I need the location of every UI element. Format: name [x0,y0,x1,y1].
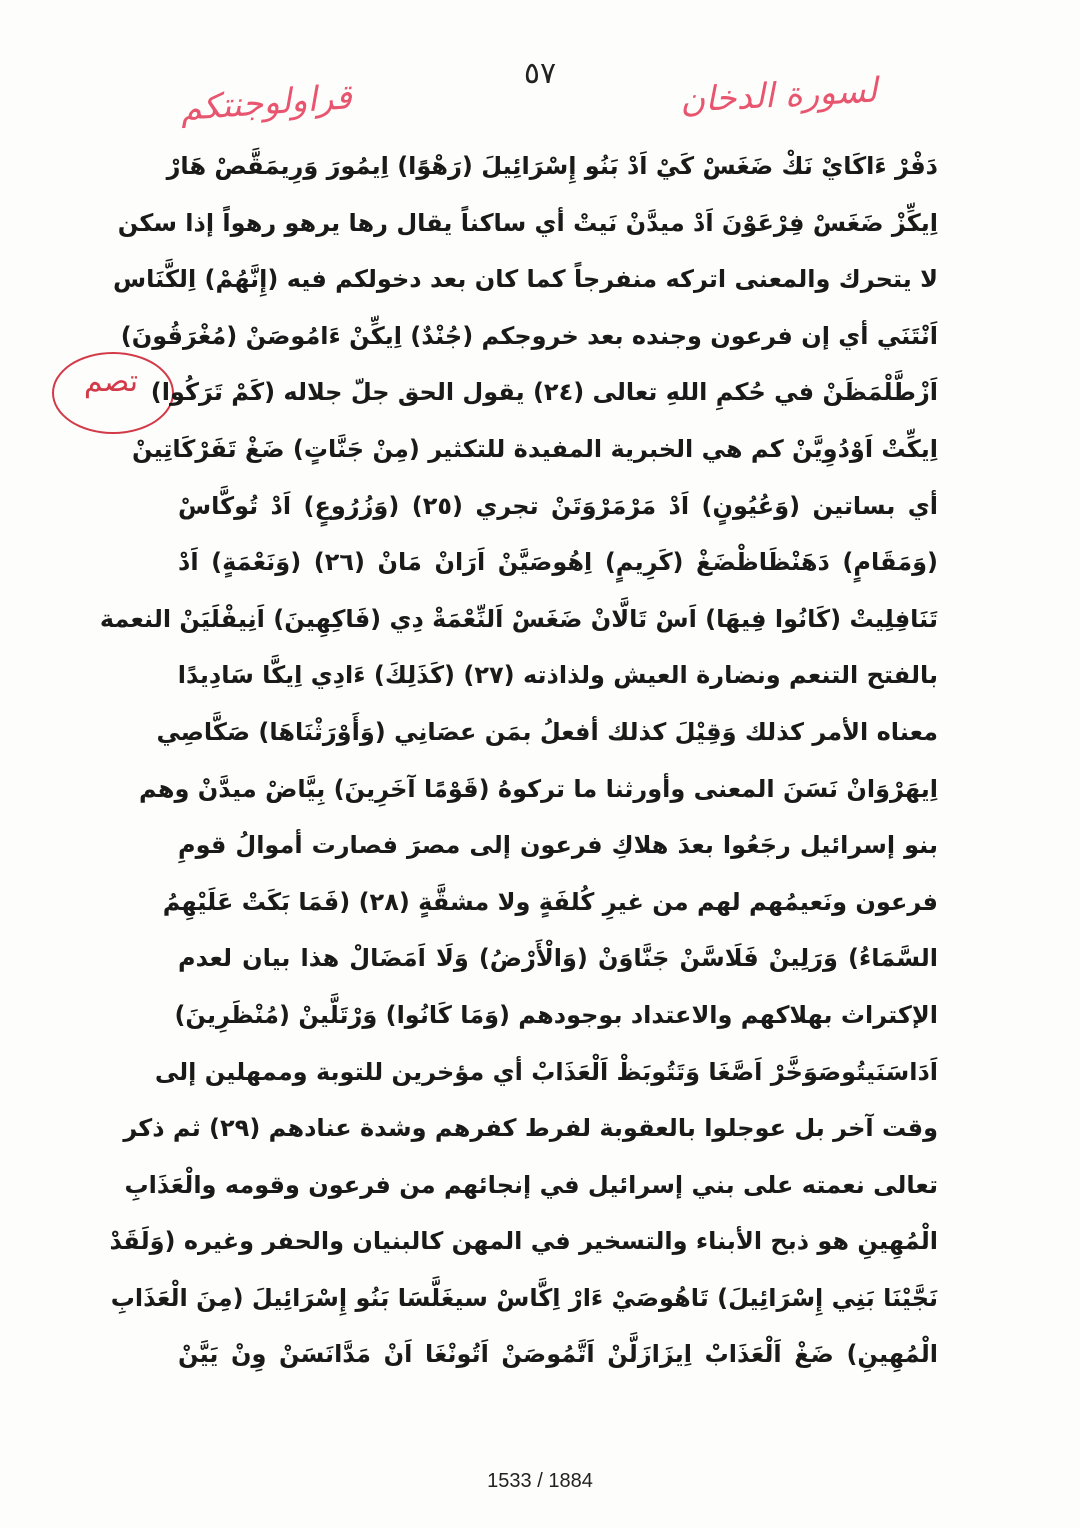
text-line: السَّمَاءُ) وَرَلِينْ فَلَاسَّنْ جَنَّاوَنْ (وَالْأَرْضُ) وَلَا اَمَضَالْ هذا بيان لعدم [178,944,938,973]
handwritten-note-top-right: لسورة الدخان [679,70,879,121]
text-line: (وَمَقَامٍ) دَهَنْظَاظْضَغْ (كَرِيمٍ) اِهُوصَيَّنْ اَرَانْ مَانْ (٢٦) (وَنَعْمَةٍ) اَدْ [178,548,939,577]
text-line: اِيكِّزْ ضَغَسْ فِرْعَوْنَ اَدْ ميدَّنْ نَيتْ أي ساكناً يقال رها يرهو رهواً إذا سكن [117,208,938,237]
text-line: معناه الأمر كذلك وَقِيْلَ كذلك أفعلُ بمَن عصَانِي (وَأَوْرَثْنَاهَا) صَكَّاصِي [156,717,938,746]
text-line: بالفتح التنعم ونضارة العيش ولذاذته (٢٧) (كَذَلِكَ) ءَادِي اِيكَّا سَادِيدًا [177,661,938,690]
text-line: نَجَّيْنَا بَنِي إِسْرَائِيلَ) تَاهُوصَيْ ءَارْ اِكَّاسْ سيغَلَّسَا بَنُو إِسْرَائِيلَ (مِنَ الْعَذَابِ [110,1283,938,1312]
text-line: اِيكِّتْ اَوْدُوِيَّنْ كم هي الخبرية المفيدة للتكثير (مِنْ جَنَّاتٍ) ضَغْ تَفَرْكَاتِينْ [132,434,938,463]
text-line: فرعون ونَعيمُهم لهم من غيرِ كُلفَةٍ ولا مشقَّةٍ (٢٨) (فَمَا بَكَتْ عَلَيْهِمُ [162,887,938,916]
text-line: بنو إسرائيل رجَعُوا بعدَ هلاكِ فرعون إلى مصرَ فصارت أموالُ قومِ [178,831,938,860]
text-line: الإكتراث بهلاكهم والاعتداد بوجودهم (وَمَا كَانُوا) وَرْتَلَّينْ (مُنْظَرِينَ) [174,1000,938,1029]
text-line: وقت آخر بل عوجلوا بالعقوبة لفرط كفرهم وشدة عنادهم (٢٩) ثم ذكر [123,1114,938,1143]
text-line: لا يتحرك والمعنى اتركه منفرجاً كما كان بعد دخولكم فيه (إِنَّهُمْ) اِلكَّنَاس [113,265,938,294]
text-line: الْمُهِينِ) ضَغْ اَلْعَذَابْ اِيزَازَلَّنْ اَتَّمُوصَنْ اَتُونْغَا اَنْ مَدَّانَسَنْ وِنْ يَيَّنْ [178,1340,938,1369]
handwritten-note-top-left: قراولوجنتكم [178,77,354,130]
page-number: ٥٧ [523,56,557,91]
text-line: اَنْتَنَي أي إن فرعون وجنده بعد خروجكم (جُنْدٌ) اِيكِّنْ ءَامُوصَنْ (مُغْرَقُونَ) [120,321,938,350]
text-line: اَدَاسَنَيتُوصَوَخَّرْ اَصَّغَا وَتَتُوبَظْ اَلْعَذَابْ أي مؤخرين للتوبة وممهلين إلى [154,1057,938,1086]
text-line: تَنَافِلِيتْ (كَانُوا فِيهَا) اَسْ تَالَّانْ ضَغَسْ اَلنِّعْمَةْ دِي (فَاكِهِينَ) اَنِيفْلَيَنْ النعمة [99,604,938,633]
text-line: اَزْطَّلْمَظَنْ في حُكمِ اللهِ تعالى (٢٤) يقول الحق جلّ جلاله (كَمْ تَرَكُوا) [150,378,938,407]
text-line: أي بساتين (وَعُيُونٍ) اَدْ مَرْمَرْوَتَنْ تجري (٢٥) (وَزُرُوعٍ) اَدْ تُوكَّاسْ [178,491,938,520]
margin-handwritten-note: تصم [83,364,139,399]
page-counter: 1533 / 1884 [487,1470,593,1492]
text-line: الْمُهِينِ هو ذبح الأبناء والتسخير في المهن كالبنيان والحفر وغيره (وَلَقَدْ [109,1227,938,1256]
text-line: دَفْرْ ءَاكَايْ نَكْ ضَغَسْ كَيْ اَدْ بَنُو إِسْرَائِيلَ (رَهْوًا) اِيمُورَ وَرِيمَقَّصْ هَارْ [166,152,938,180]
text-line: اِيهَرْوَانْ نَسَنَ المعنى وأورثنا ما تركوهُ (قَوْمًا آخَرِينَ) بِيَّاضْ ميدَّنْ وهم [139,774,938,803]
text-line: تعالى نعمته على بني إسرائيل في إنجائهم من فرعون وقومه والْعَذَابِ [124,1170,938,1199]
